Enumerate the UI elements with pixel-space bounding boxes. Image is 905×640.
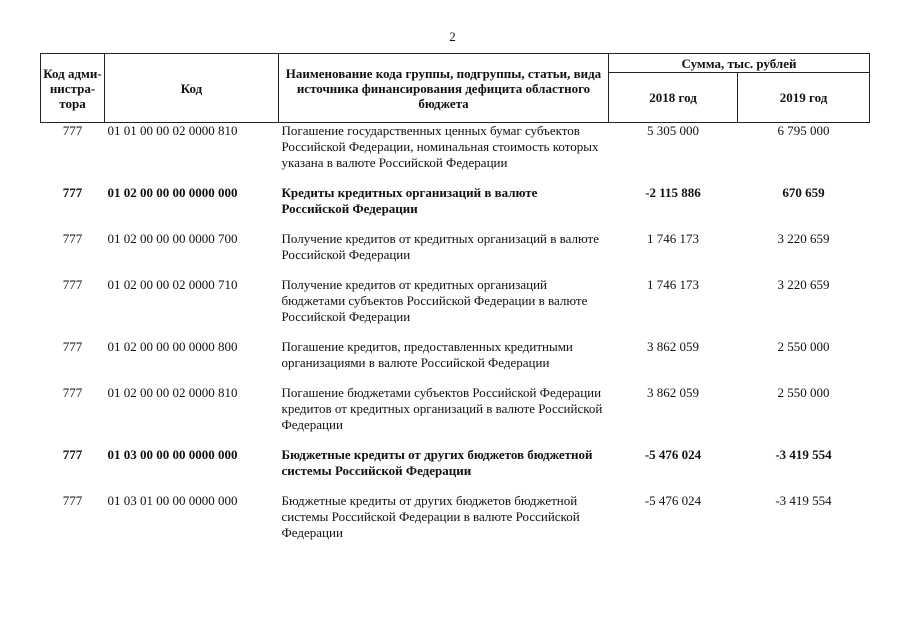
name-cell: Получение кредитов от кредитных организаций бюджетами субъектов Российской Федерации в валюте Российской Федерации [281, 277, 588, 324]
header-code: Код [105, 54, 279, 123]
admin-code-cell: 777 [62, 231, 83, 246]
sum-2019-cell: -3 419 554 [775, 447, 832, 462]
sum-2018-cell: 5 305 000 [647, 123, 699, 138]
table-header [41, 54, 870, 123]
admin-code-cell: 777 [62, 339, 83, 354]
header-sum: Сумма, тыс. рублей [609, 54, 870, 73]
admin-code-cell: 777 [62, 385, 83, 400]
table-row [41, 123, 870, 186]
name-cell: Погашение бюджетами субъектов Российской Федерации кредитов от кредитных организаций в валюте Российской Федерации [281, 385, 603, 432]
name-cell: Бюджетные кредиты от других бюджетов бюджетной системы Российской Федерации в валюте Российской Федерации [281, 493, 580, 540]
name-cell: Погашение кредитов, предоставленных кредитными организациями в валюте Российской Федерации [281, 339, 573, 370]
sum-2018-cell: 1 746 173 [647, 277, 699, 292]
sum-2019-cell: 670 659 [782, 185, 825, 200]
code-cell: 01 01 00 00 02 0000 810 [107, 123, 238, 138]
table-row [41, 277, 870, 339]
sum-2019-cell: 2 550 000 [777, 385, 830, 400]
admin-code-cell: 777 [62, 123, 83, 138]
name-cell: Погашение государственных ценных бумаг субъектов Российской Федерации, номинальная стоимость которых указана в валюте Российской Федерации [281, 123, 599, 170]
code-cell: 01 02 00 00 00 0000 000 [107, 185, 238, 200]
code-cell: 01 03 01 00 00 0000 000 [107, 493, 238, 508]
sum-2018-cell: 3 862 059 [647, 385, 699, 400]
sum-2018-cell: -2 115 886 [645, 185, 701, 200]
code-cell: 01 02 00 00 02 0000 810 [107, 385, 238, 400]
sum-2019-cell: 3 220 659 [777, 231, 830, 246]
admin-code-cell: 777 [62, 185, 83, 200]
table-row [41, 185, 870, 231]
header-name: Наименование кода группы, подгруппы, статьи, вида источника финансирования дефицита областного бюджета [279, 54, 609, 123]
name-cell: Бюджетные кредиты от других бюджетов бюджетной системы Российской Федерации [281, 447, 593, 478]
sum-2018-cell: -5 476 024 [644, 447, 702, 462]
table-body [41, 123, 870, 556]
code-cell: 01 02 00 00 02 0000 710 [107, 277, 238, 292]
admin-code-cell: 777 [62, 447, 83, 462]
table-row [41, 385, 870, 447]
code-cell: 01 02 00 00 00 0000 800 [107, 339, 238, 354]
sum-2018-cell: 3 862 059 [647, 339, 699, 354]
name-cell: Получение кредитов от кредитных организаций в валюте Российской Федерации [281, 231, 599, 262]
sum-2019-cell: 6 795 000 [777, 123, 830, 138]
sum-2018-cell: -5 476 024 [644, 493, 702, 508]
table-row [41, 231, 870, 277]
table-row [41, 493, 870, 555]
table-row [41, 339, 870, 385]
name-cell: Кредиты кредитных организаций в валюте Российской Федерации [281, 185, 538, 216]
table-row [41, 447, 870, 493]
sum-2019-cell: -3 419 554 [775, 493, 832, 508]
code-cell: 01 03 00 00 00 0000 000 [107, 447, 238, 462]
sum-2019-cell: 3 220 659 [777, 277, 830, 292]
header-admin-code: Код адми-нистра-тора [41, 54, 105, 123]
admin-code-cell: 777 [62, 277, 83, 292]
sum-2018-cell: 1 746 173 [647, 231, 699, 246]
page-number: 2 [449, 29, 456, 44]
header-year-2018: 2018 год [609, 73, 738, 123]
header-year-2019: 2019 год [738, 73, 870, 123]
code-cell: 01 02 00 00 00 0000 700 [107, 231, 238, 246]
sum-2019-cell: 2 550 000 [777, 339, 830, 354]
budget-sources-table [40, 53, 870, 555]
admin-code-cell: 777 [62, 493, 83, 508]
